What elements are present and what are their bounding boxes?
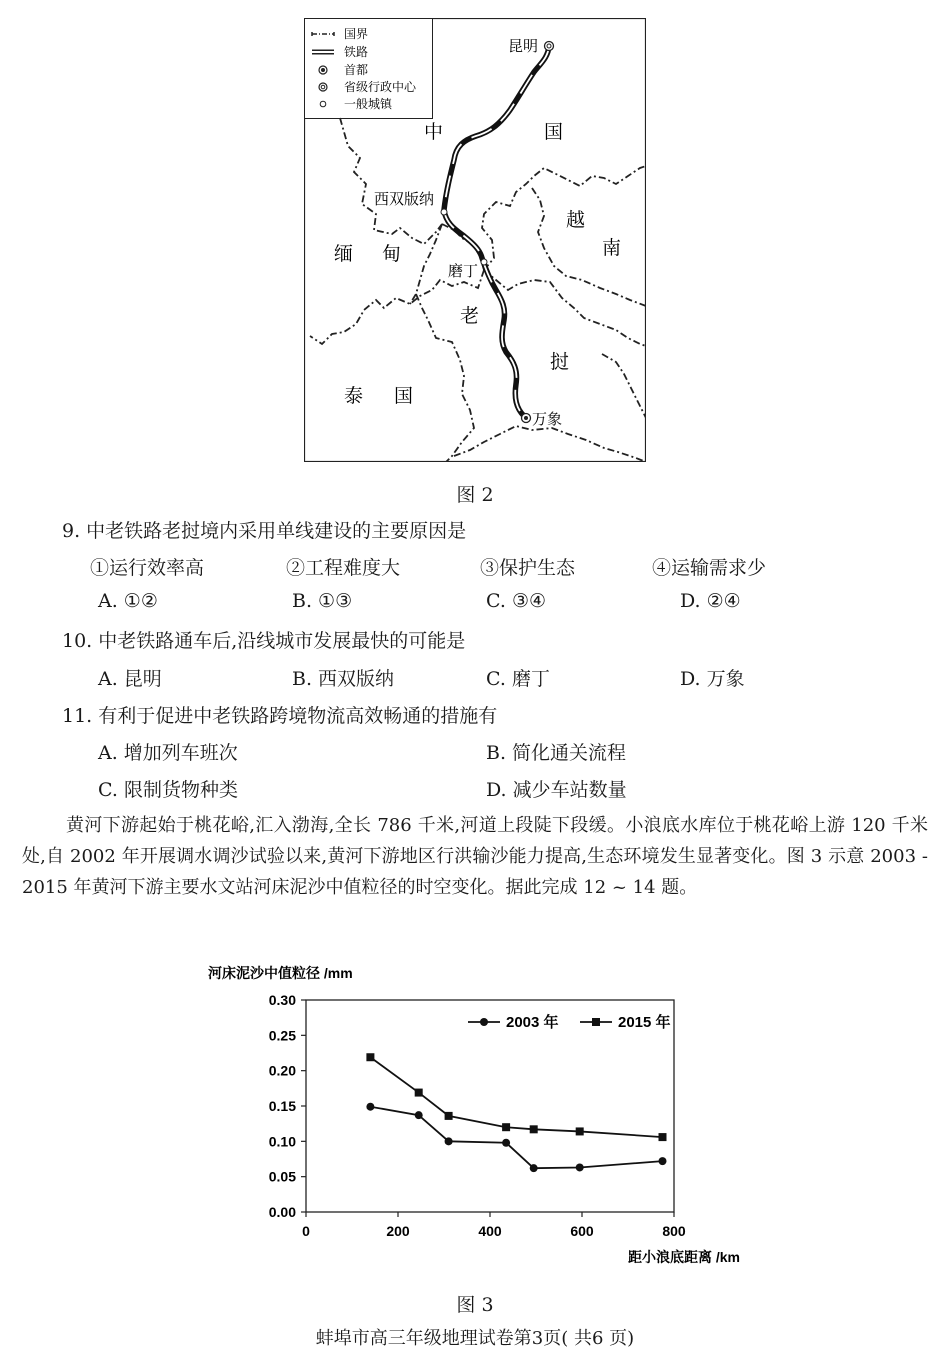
chart-xlabel: 距小浪底距离 /km (627, 1249, 740, 1265)
figure-2-caption: 图 2 (456, 484, 494, 506)
question-11-option-c[interactable]: C. 限制货物种类 (98, 779, 238, 801)
page-footer: 蚌埠市高三年级地理试卷第3页( 共6 页) (315, 1328, 635, 1349)
question-11-stem: 11. 有利于促进中老铁路跨境物流高效畅通的措施有 (62, 705, 498, 727)
country-label-china-2: 国 (544, 121, 564, 143)
country-label-china-1: 中 (424, 121, 444, 143)
data-point-1 (445, 1137, 453, 1145)
data-point-1 (576, 1163, 584, 1171)
country-label-vietnam-2: 南 (602, 237, 622, 259)
country-label-vietnam-1: 越 (566, 209, 586, 231)
data-point-1 (530, 1164, 538, 1172)
y-tick-label: 0.15 (268, 1098, 296, 1114)
x-tick-label: 800 (662, 1223, 686, 1239)
y-tick-label: 0.10 (268, 1133, 296, 1150)
data-point-1 (502, 1139, 510, 1147)
question-10-option-a[interactable]: A. 昆明 (98, 668, 162, 690)
x-tick-label: 400 (478, 1223, 502, 1239)
legend-railway: 铁路 (344, 45, 369, 59)
question-9-option-b[interactable]: B. ①③ (292, 590, 353, 612)
data-point-2 (415, 1089, 423, 1097)
question-10-option-c[interactable]: C. 磨丁 (486, 668, 550, 690)
data-point-2 (576, 1127, 584, 1135)
country-label-thailand-2: 国 (394, 385, 414, 407)
data-point-1 (415, 1111, 423, 1119)
question-9-option-a[interactable]: A. ①② (98, 590, 158, 612)
y-tick-label: 0.00 (268, 1204, 296, 1220)
chart-ylabel: 河床泥沙中值粒径 /mm (208, 965, 353, 981)
data-point-1 (659, 1157, 667, 1165)
data-point-2 (366, 1053, 374, 1061)
question-9-item-1: ①运行效率高 (90, 557, 205, 579)
legend-provincial-capital: 省级行政中心 (344, 80, 417, 94)
question-9-option-c[interactable]: C. ③④ (486, 590, 547, 612)
city-label-kunming: 昆明 (508, 37, 539, 55)
series-line-1 (370, 1107, 662, 1168)
legend-marker-2 (592, 1018, 600, 1026)
chart-series (366, 1053, 666, 1172)
country-label-laos-2: 挝 (550, 351, 570, 373)
question-9-item-2: ②工程难度大 (286, 557, 401, 579)
legend-border: 国界 (344, 27, 369, 41)
chart-plot-frame (306, 1000, 674, 1212)
y-tick-label: 0.20 (268, 1062, 296, 1079)
question-9-option-d[interactable]: D. ②④ (680, 590, 741, 612)
y-tick-label: 0.05 (268, 1168, 296, 1185)
x-tick-label: 0 (302, 1223, 310, 1239)
question-9-item-3: ③保护生态 (480, 557, 576, 579)
city-xishuangbanna-marker (441, 209, 447, 215)
city-label-vientiane: 万象 (532, 410, 563, 428)
question-11-option-a[interactable]: A. 增加列车班次 (98, 742, 238, 764)
question-9-item-4: ④运输需求少 (652, 557, 767, 579)
city-kunming-marker (545, 42, 554, 51)
x-tick-label: 600 (570, 1223, 594, 1239)
city-label-xishuangbanna: 西双版纳 (374, 190, 435, 208)
railway-map (304, 18, 646, 462)
legend-capital: 首都 (344, 63, 369, 77)
legend-label-1: 2003 年 (506, 1014, 559, 1031)
chart-legend (468, 1013, 671, 1031)
question-11-option-b[interactable]: B. 简化通关流程 (486, 742, 627, 764)
x-tick-label: 200 (386, 1223, 410, 1239)
y-tick-label: 0.30 (268, 992, 296, 1008)
map-legend (305, 19, 433, 119)
country-label-myanmar-1: 缅 (334, 243, 354, 265)
chart-x-axis (302, 1212, 686, 1239)
city-vientiane-marker (522, 414, 531, 423)
passage-text: 黄河下游起始于桃花峪,汇入渤海,全长 786 千米,河道上段陡下段缓。小浪底水库位于桃花峪上游 120 千米处,自 2002 年开展调水调沙试验以来,黄河下游地区行洪输沙能力提高,生态环境发生显著变化。图 3 示意 2003 - 2015 年黄河下游主要水文站河床泥沙中值粒径的时空变化。据此完成 12 ~ 14 题。 (22, 815, 928, 898)
data-point-2 (530, 1125, 538, 1133)
data-point-2 (659, 1133, 667, 1141)
chart-y-axis (269, 992, 306, 1220)
city-label-boten: 磨丁 (448, 262, 479, 280)
legend-label-2: 2015 年 (618, 1014, 671, 1031)
legend-town: 一般城镇 (344, 97, 393, 111)
data-point-2 (445, 1112, 453, 1120)
data-point-1 (366, 1103, 374, 1111)
reading-passage (22, 810, 928, 903)
data-point-2 (502, 1123, 510, 1131)
sediment-chart (200, 958, 760, 1270)
figure-3-caption: 图 3 (456, 1294, 494, 1316)
y-tick-label: 0.25 (268, 1027, 296, 1044)
country-label-myanmar-2: 甸 (382, 243, 402, 265)
question-10-stem: 10. 中老铁路通车后,沿线城市发展最快的可能是 (62, 630, 466, 652)
question-10-option-b[interactable]: B. 西双版纳 (292, 668, 395, 690)
country-label-laos-1: 老 (460, 305, 480, 327)
legend-marker-1 (480, 1018, 488, 1026)
question-10-option-d[interactable]: D. 万象 (680, 668, 745, 690)
question-11-option-d[interactable]: D. 减少车站数量 (486, 779, 627, 801)
country-label-thailand-1: 泰 (344, 385, 364, 407)
series-line-2 (370, 1057, 662, 1137)
city-boten-marker (481, 259, 487, 265)
question-9-stem: 9. 中老铁路老挝境内采用单线建设的主要原因是 (62, 520, 467, 542)
